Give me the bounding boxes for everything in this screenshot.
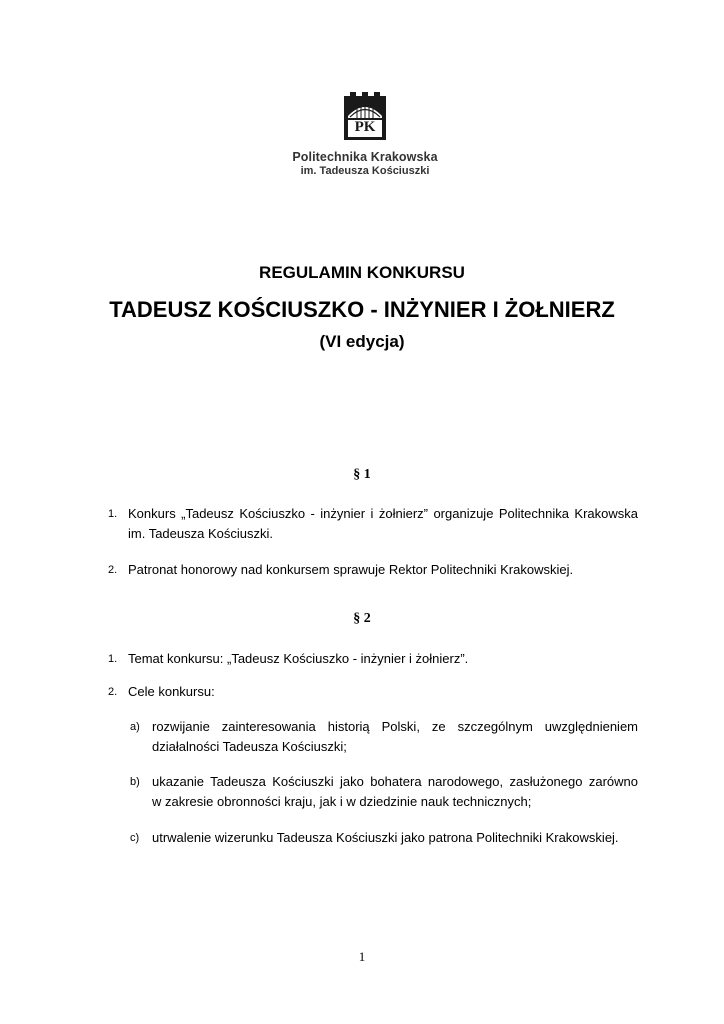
item-text-line: Konkurs „Tadeusz Kościuszko - inżynier i żołnierz” organizuje Politechnika Krakowska	[128, 506, 638, 521]
item-number: 1.	[108, 508, 118, 520]
item-letter: a)	[130, 721, 140, 733]
item-number: 2.	[108, 564, 118, 576]
item-text-line: w zakresie obronności kraju, jak i w dziedzinie nauk technicznych;	[152, 794, 532, 809]
item-letter: b)	[130, 776, 140, 788]
item-text-line: im. Tadeusza Kościuszki.	[128, 526, 273, 541]
item-letter: c)	[130, 832, 140, 844]
item-text-line: utrwalenie wizerunku Tadeusza Kościuszki jako patrona Politechniki Krakowskiej.	[152, 830, 619, 845]
heading-contest-title: TADEUSZ KOŚCIUSZKO - INŻYNIER I ŻOŁNIERZ	[109, 297, 615, 322]
heading-regulation: REGULAMIN KONKURSU	[259, 263, 465, 282]
item-text-line: Cele konkursu:	[128, 684, 215, 699]
page-number: 1	[358, 949, 366, 964]
item-number: 2.	[108, 686, 118, 698]
item-text-line: rozwijanie zainteresowania historią Polski, ze szczególnym uwzględnieniem	[152, 719, 638, 734]
logo-university-patron: im. Tadeusza Kościuszki	[300, 165, 430, 177]
logo-mark-text: PK	[354, 119, 376, 135]
item-text-line: działalności Tadeusza Kościuszki;	[152, 739, 347, 754]
item-number: 1.	[108, 653, 118, 665]
heading-edition: (VI edycja)	[319, 332, 405, 351]
section-2-symbol: § 2	[353, 611, 371, 626]
logo-university-name: Politechnika Krakowska	[292, 150, 438, 164]
university-logo	[290, 86, 440, 180]
item-text-line: ukazanie Tadeusza Kościuszki jako bohatera narodowego, zasłużonego zarówno	[152, 774, 638, 789]
item-text-line: Temat konkursu: „Tadeusz Kościuszko - inżynier i żołnierz”.	[128, 651, 469, 666]
item-text-line: Patronat honorowy nad konkursem sprawuje Rektor Politechniki Krakowskiej.	[128, 562, 574, 577]
section-1-symbol: § 1	[353, 467, 371, 482]
